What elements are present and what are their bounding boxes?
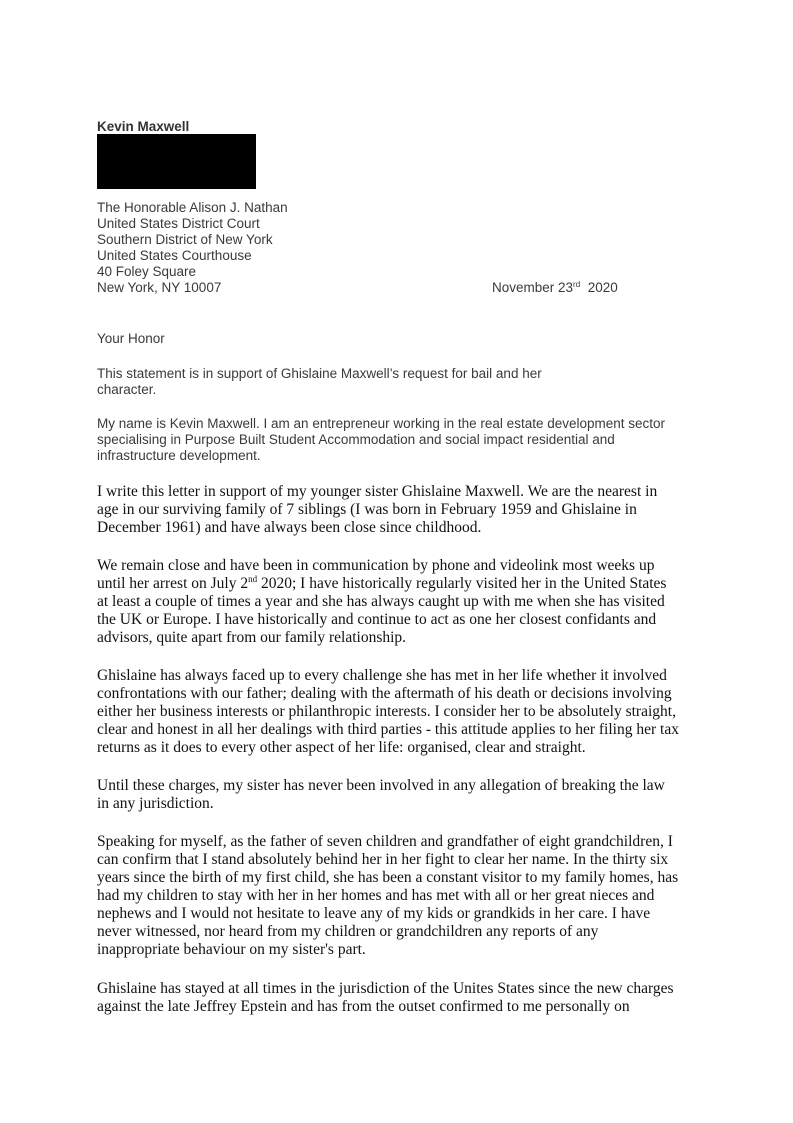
paragraph-line: My name is Kevin Maxwell. I am an entrepreneur working in the real estate development sector <box>97 416 666 431</box>
body-paragraph-6 <box>97 980 707 1016</box>
recipient-line: Southern District of New York <box>97 232 273 247</box>
paragraph-line: Ghislaine has stayed at all times in the jurisdiction of the Unites States since the new charges <box>97 980 674 997</box>
paragraph-line: in any jurisdiction. <box>97 795 214 812</box>
sender-name: Kevin Maxwell <box>97 119 190 134</box>
redacted-sender-address <box>97 134 256 189</box>
paragraph-line: infrastructure development. <box>97 448 261 463</box>
paragraph-line: Ghislaine has always faced up to every challenge she has met in her life whether it involved <box>97 667 667 684</box>
ordinal-suffix: nd <box>248 574 258 584</box>
letter-date <box>492 280 618 296</box>
about-paragraph <box>97 416 665 464</box>
paragraph-line: inappropriate behaviour on my sister's part. <box>97 941 366 958</box>
paragraph-line: at least a couple of times a year and she has always caught up with me when she has visited <box>97 593 665 610</box>
statement-paragraph <box>97 366 542 398</box>
paragraph-line: returns as it does to every other aspect of her life: organised, clear and straight. <box>97 739 586 756</box>
body-paragraph-3 <box>97 667 707 757</box>
paragraph-line: against the late Jeffrey Epstein and has from the outset confirmed to me personally on <box>97 998 630 1015</box>
paragraph-line: the UK or Europe. I have historically and continue to act as one her closest confidants and <box>97 611 657 628</box>
date-month-day: November 23 <box>492 280 574 295</box>
paragraph-line: December 1961) and have always been close since childhood. <box>97 519 482 536</box>
salutation: Your Honor <box>97 331 165 346</box>
body-paragraph-2 <box>97 557 707 647</box>
paragraph-line: Speaking for myself, as the father of seven children and grandfather of eight grandchildren, I <box>97 833 673 850</box>
paragraph-line: advisors, quite apart from our family relationship. <box>97 629 407 646</box>
paragraph-line: had my children to stay with her in her homes and has met with all or her great nieces and <box>97 887 655 904</box>
date-year: 2020 <box>587 280 618 295</box>
recipient-line: New York, NY 10007 <box>97 280 222 295</box>
body-paragraph-1 <box>97 483 707 537</box>
paragraph-line: until her arrest on July 2nd 2020; I have historically regularly visited her in the United States <box>97 574 667 592</box>
body-paragraph-5 <box>97 833 707 959</box>
paragraph-line: either her business interests or philanthropic interests. I consider her to be absolutely straight, <box>97 703 676 720</box>
paragraph-line: We remain close and have been in communication by phone and videolink most weeks up <box>97 557 655 574</box>
paragraph-line: age in our surviving family of 7 siblings (I was born in February 1959 and Ghislaine in <box>97 501 637 518</box>
paragraph-line: character. <box>97 382 157 397</box>
paragraph-line: Until these charges, my sister has never been involved in any allegation of breaking the law <box>97 777 665 794</box>
paragraph-line: can confirm that I stand absolutely behind her in her fight to clear her name. In the thirty six <box>97 851 669 868</box>
recipient-line: United States District Court <box>97 216 260 231</box>
paragraph-line: I write this letter in support of my younger sister Ghislaine Maxwell. We are the nearest in <box>97 483 658 500</box>
paragraph-line: clear and honest in all her dealings with third parties - this attitude applies to her filing her tax <box>97 721 679 738</box>
paragraph-line: specialising in Purpose Built Student Accommodation and social impact residential and <box>97 432 615 447</box>
recipient-line: 40 Foley Square <box>97 264 197 279</box>
recipient-line: United States Courthouse <box>97 248 252 263</box>
paragraph-line: This statement is in support of Ghislaine Maxwell’s request for bail and her <box>97 366 542 381</box>
body-paragraph-4 <box>97 777 707 813</box>
date-suffix: rd <box>573 280 581 289</box>
paragraph-line: confrontations with our father; dealing with the aftermath of his death or decisions involving <box>97 685 672 702</box>
paragraph-line: years since the birth of my first child, she has been a constant visitor to my family homes, has <box>97 869 679 886</box>
paragraph-line: never witnessed, nor heard from my children or grandchildren any reports of any <box>97 923 599 940</box>
paragraph-line: nephews and I would not hesitate to leave any of my kids or grandkids in her care. I have <box>97 905 651 922</box>
recipient-address <box>97 200 288 296</box>
recipient-line: The Honorable Alison J. Nathan <box>97 200 288 215</box>
